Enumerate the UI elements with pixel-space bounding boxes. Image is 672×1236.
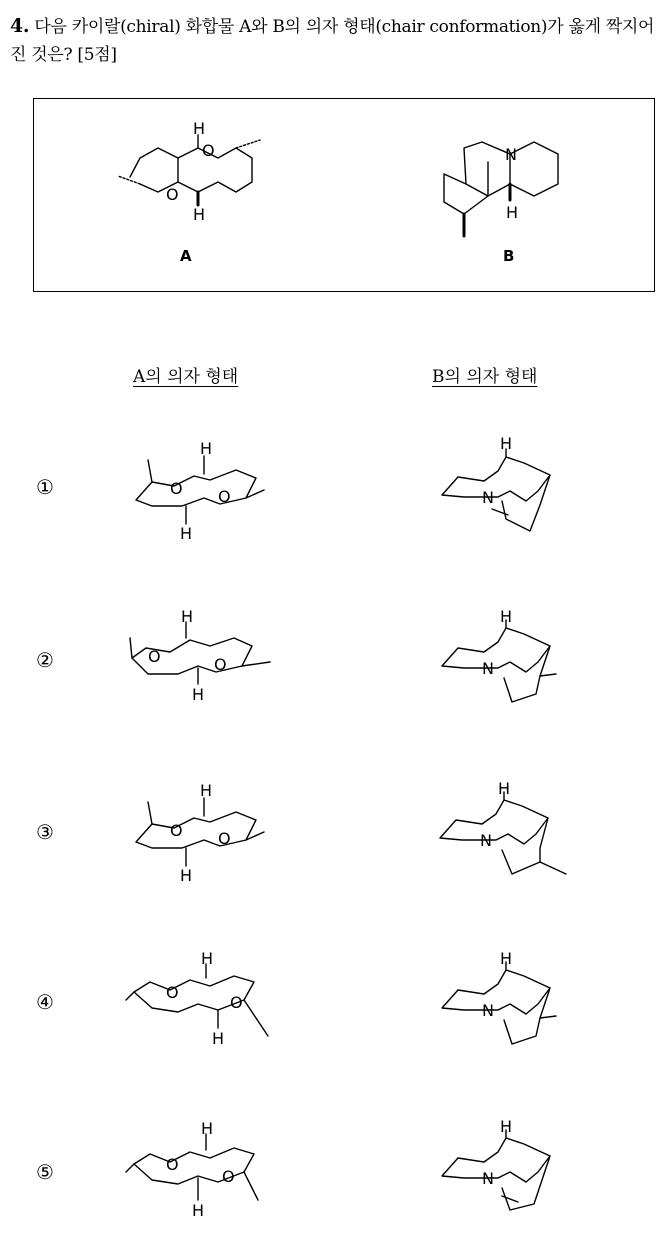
atom-h: H (181, 607, 194, 626)
atom-o: O (170, 821, 183, 840)
option-marker[interactable]: ② (36, 648, 54, 672)
question-text: 다음 카이랄(chiral) 화합물 A와 B의 의자 형태(chair conformation)가 옳게 짝지어진 것은? [5점] (10, 17, 655, 65)
atom-o: O (170, 479, 183, 498)
atom-h: H (506, 203, 519, 222)
option-marker[interactable]: ③ (36, 820, 54, 844)
b-chair-header: B의 의자 형태 (432, 367, 538, 387)
structure-a (110, 120, 270, 230)
atom-n: N (480, 831, 492, 850)
question-stem (10, 12, 665, 69)
atom-o: O (214, 655, 227, 674)
option-4-a-chair (126, 949, 286, 1062)
label-a: A (180, 247, 192, 265)
atom-o: O (202, 141, 215, 160)
atom-h: H (192, 1201, 205, 1220)
atom-h: H (193, 205, 206, 224)
atom-o: O (166, 185, 179, 204)
atom-h: H (200, 781, 213, 800)
option-2-a-chair (126, 607, 286, 720)
atom-n: N (482, 659, 494, 678)
atom-n: N (482, 1169, 494, 1188)
option-5-a-chair (126, 1119, 286, 1234)
atom-n: N (482, 1001, 494, 1020)
atom-h: H (500, 1117, 513, 1136)
option-marker[interactable]: ① (36, 475, 54, 499)
atom-o: O (166, 1155, 179, 1174)
option-2-b-chair (436, 608, 576, 718)
atom-h: H (500, 949, 513, 968)
atom-h: H (200, 439, 213, 458)
option-marker[interactable]: ④ (36, 990, 54, 1014)
atom-o: O (148, 647, 161, 666)
atom-h: H (500, 607, 513, 626)
option-1-b-chair (436, 435, 576, 545)
atom-h: H (201, 949, 214, 968)
atom-h: H (180, 524, 193, 543)
a-chair-header: A의 의자 형태 (133, 367, 239, 387)
atom-h: H (498, 779, 511, 798)
atom-o: O (230, 993, 243, 1012)
atom-h: H (180, 866, 193, 885)
atom-h: H (500, 434, 513, 453)
atom-o: O (218, 829, 231, 848)
atom-h: H (193, 119, 206, 138)
option-3-b-chair (436, 779, 576, 892)
label-b: B (503, 247, 515, 265)
question-number: 4. (10, 15, 30, 37)
option-4-b-chair (436, 950, 576, 1060)
atom-n: N (482, 488, 494, 507)
atom-o: O (222, 1167, 235, 1186)
option-marker[interactable]: ⑤ (36, 1160, 54, 1184)
atom-h: H (201, 1119, 214, 1138)
atom-o: O (218, 487, 231, 506)
atom-o: O (166, 983, 179, 1002)
structure-b (430, 128, 570, 243)
atom-h: H (192, 685, 205, 704)
option-1-a-chair (130, 440, 290, 550)
atom-n: N (505, 145, 517, 164)
option-3-a-chair (130, 782, 290, 892)
option-5-b-chair (436, 1117, 576, 1234)
atom-h: H (212, 1029, 225, 1048)
